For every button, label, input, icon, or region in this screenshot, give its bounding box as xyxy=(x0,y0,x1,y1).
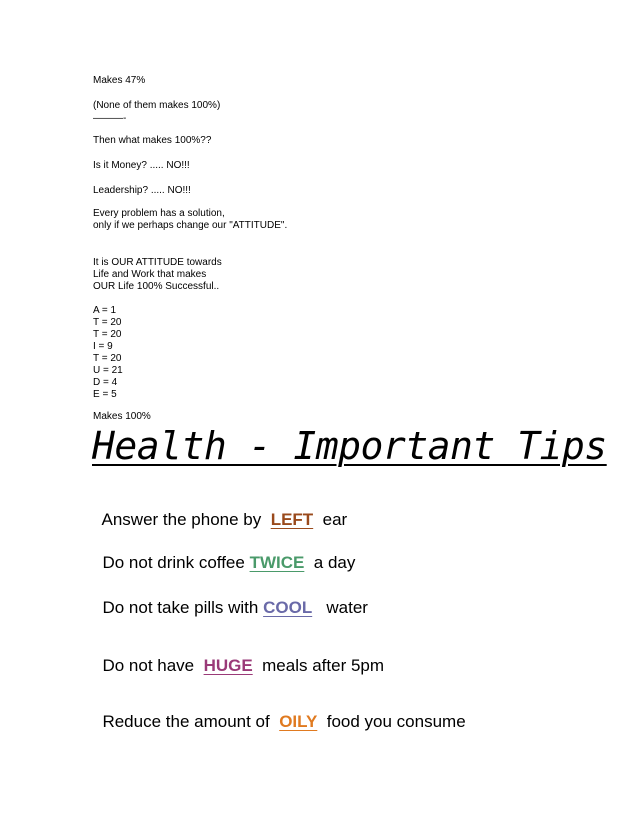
tip-text: meals after 5pm xyxy=(252,656,385,675)
tip-keyword: TWICE xyxy=(249,553,305,572)
text-line: It is OUR ATTITUDE towards xyxy=(93,257,222,268)
tip-text: Do not drink coffee xyxy=(102,553,250,572)
text-line: Then what makes 100%?? xyxy=(93,135,212,146)
tip-text: Reduce the amount of xyxy=(102,712,280,731)
tip-text: ear xyxy=(313,510,348,529)
tip-1 xyxy=(93,490,347,530)
text-line: Every problem has a solution, xyxy=(93,208,225,219)
attitude-value: T = 20 xyxy=(93,353,122,364)
tip-5 xyxy=(93,692,466,732)
tip-text: a day xyxy=(304,553,356,572)
text-line: (None of them makes 100%) xyxy=(93,100,221,111)
tip-3 xyxy=(93,578,368,618)
attitude-value: A = 1 xyxy=(93,305,117,316)
tip-text: food you consume xyxy=(317,712,466,731)
attitude-value: T = 20 xyxy=(93,329,122,340)
attitude-value: T = 20 xyxy=(93,317,122,328)
text-line: OUR Life 100% Successful.. xyxy=(93,281,220,292)
text-line: Life and Work that makes xyxy=(93,269,207,280)
text-line: Leadership? ..... NO!!! xyxy=(93,185,191,196)
text-line: Makes 47% xyxy=(93,75,146,86)
tip-4 xyxy=(93,636,384,676)
text-line: ———- xyxy=(93,113,127,124)
text-line: only if we perhaps change our "ATTITUDE". xyxy=(93,220,288,231)
text-line: Is it Money? ..... NO!!! xyxy=(93,160,190,171)
tip-text: Do not take pills with xyxy=(102,598,264,617)
attitude-value: U = 21 xyxy=(93,365,123,376)
tip-keyword: OILY xyxy=(279,712,318,731)
tip-2 xyxy=(93,533,355,573)
tip-keyword: HUGE xyxy=(203,656,253,675)
tip-keyword: COOL xyxy=(263,598,313,617)
tip-text: Answer the phone by xyxy=(101,510,271,529)
tip-text: Do not have xyxy=(102,656,204,675)
tip-text: water xyxy=(312,598,368,617)
page-title: Health - Important Tips xyxy=(92,424,607,468)
attitude-value: D = 4 xyxy=(93,377,118,388)
attitude-value: I = 9 xyxy=(93,341,113,352)
tip-keyword: LEFT xyxy=(270,510,314,529)
text-line: Makes 100% xyxy=(93,411,151,422)
attitude-value: E = 5 xyxy=(93,389,117,400)
